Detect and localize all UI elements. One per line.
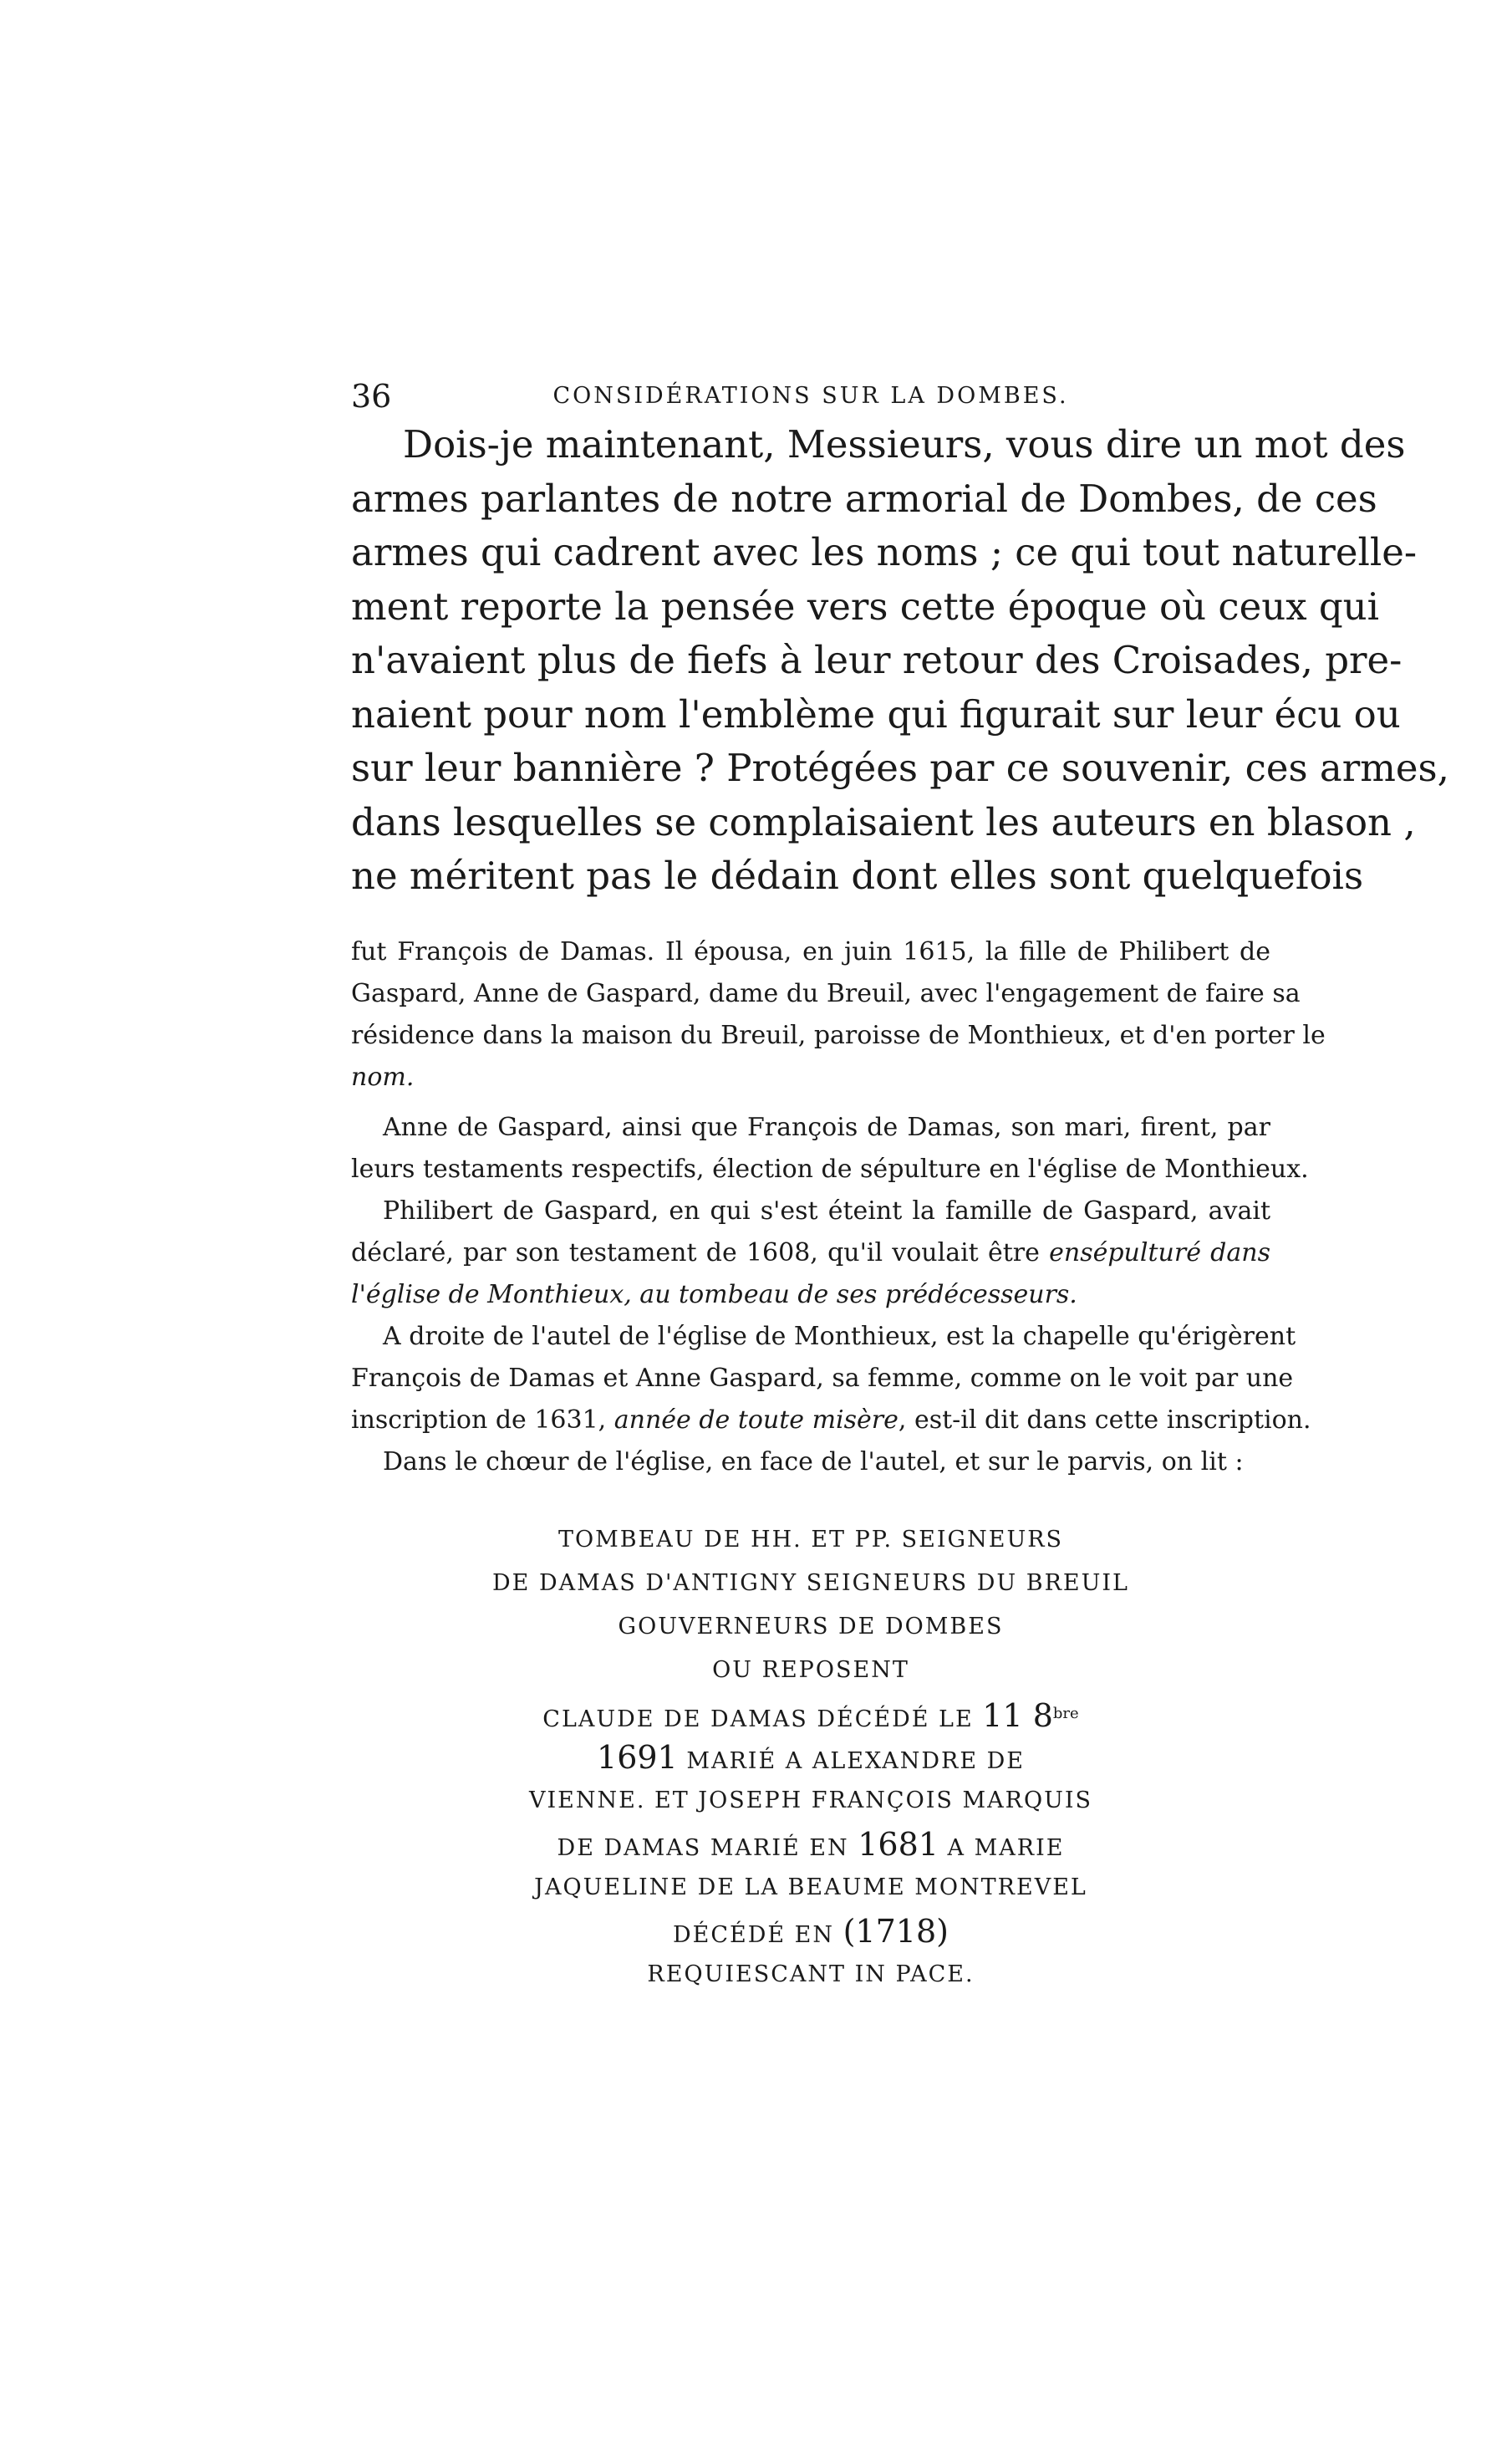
inscription-line: REQUIESCANT IN PACE. [647,1961,975,1987]
main-paragraph [351,418,1449,904]
inscription-numeral: 1691 [597,1739,678,1776]
page-number: 36 [351,378,392,415]
inscription-text: DÉCÉDÉ EN [673,1922,843,1948]
note-italic: l'église de Monthieux, au tombeau de ses prédécesseurs. [351,1280,1077,1309]
note-line: A droite de l'autel de l'église de Monthieux, est la chapelle qu'érigèrent [383,1322,1296,1351]
note-italic: année de toute misère [613,1405,899,1435]
inscription-line: OU REPOSENT [712,1657,909,1683]
inscription-line [351,1692,1270,1736]
note-line: fut François de Damas. Il épousa, en juin 1615, la fille de Philibert de [351,937,1270,966]
note-line: résidence dans la maison du Breuil, paroisse de Monthieux, et d'en porter le [351,1021,1326,1050]
note-text: inscription de 1631, [351,1405,614,1435]
inscription-numeral: 8 [1022,1697,1053,1734]
body-line: armes qui cadrent avec les noms ; ce qui tout naturelle- [351,530,1418,574]
body-line: naient pour nom l'emblème qui figurait sur leur écu ou [351,691,1401,737]
inscription-numeral: 1681 [858,1826,939,1863]
note-line: leurs testaments respectifs, élection de sépulture en l'église de Monthieux. [351,1155,1309,1184]
inscription-line: GOUVERNEURS DE DOMBES [618,1614,1004,1640]
tomb-inscription [351,1518,1270,1996]
inscription-line [351,1823,1270,1866]
note-italic: nom. [351,1063,415,1092]
note-line: Philibert de Gaspard, en qui s'est éteint la famille de Gaspard, avait [383,1196,1270,1226]
running-head [351,378,1270,420]
body-line: n'avaient plus de fiefs à leur retour des Croisades, pre- [351,638,1403,682]
note-line [351,1274,1270,1316]
inscription-text: DE DAMAS MARIÉ EN [557,1835,858,1861]
note-italic: ensépulturé dans [1049,1238,1270,1267]
note-line: Anne de Gaspard, ainsi que François de Damas, son mari, firent, par [383,1113,1270,1142]
body-line: ne méritent pas le dédain dont elles sont quelquefois [351,854,1364,898]
body-line: armes parlantes de notre armorial de Dombes, de ces [351,476,1377,521]
inscription-line: DE DAMAS D'ANTIGNY SEIGNEURS DU BREUIL [492,1570,1129,1596]
note-line: Gaspard, Anne de Gaspard, dame du Breuil, avec l'engagement de faire sa [351,979,1301,1008]
note-line [351,1400,1311,1441]
note-text: déclaré, par son testament de 1608, qu'il voulait être [351,1238,1050,1267]
note-text: , est-il dit dans cette inscription. [898,1405,1311,1435]
inscription-numeral: 11 [982,1697,1023,1734]
inscription-line: JAQUELINE DE LA BEAUME MONTREVEL [534,1874,1087,1900]
inscription-text: A MARIE [938,1835,1065,1861]
footnotes [351,931,1326,1483]
running-title: CONSIDÉRATIONS SUR LA DOMBES. [552,383,1069,409]
inscription-line [351,1736,1270,1779]
body-line: Dois-je maintenant, Messieurs, vous dire un mot des [403,422,1406,467]
note-line: Dans le chœur de l'église, en face de l'autel, et sur le parvis, on lit : [383,1447,1244,1476]
inscription-text: MARIÉ A ALEXANDRE DE [677,1748,1025,1774]
inscription-text: CLAUDE DE DAMAS DÉCÉDÉ LE [542,1706,983,1732]
inscription-numeral: (1718) [843,1913,949,1950]
body-line: ment reporte la pensée vers cette époque où ceux qui [351,584,1380,629]
inscription-line: VIENNE. ET JOSEPH FRANÇOIS MARQUIS [528,1787,1092,1813]
note-line [351,1057,1270,1099]
inscription-line: TOMBEAU DE HH. ET PP. SEIGNEURS [557,1527,1064,1553]
inscription-superscript: bre [1052,1705,1079,1722]
note-line [351,1232,1270,1274]
note-line: François de Damas et Anne Gaspard, sa femme, comme on le voit par une [351,1364,1294,1393]
body-line: dans lesquelles se complaisaient les auteurs en blason , [351,799,1416,844]
inscription-line [351,1910,1270,1953]
body-line: sur leur bannière ? Protégées par ce souvenir, ces armes, [351,746,1449,790]
